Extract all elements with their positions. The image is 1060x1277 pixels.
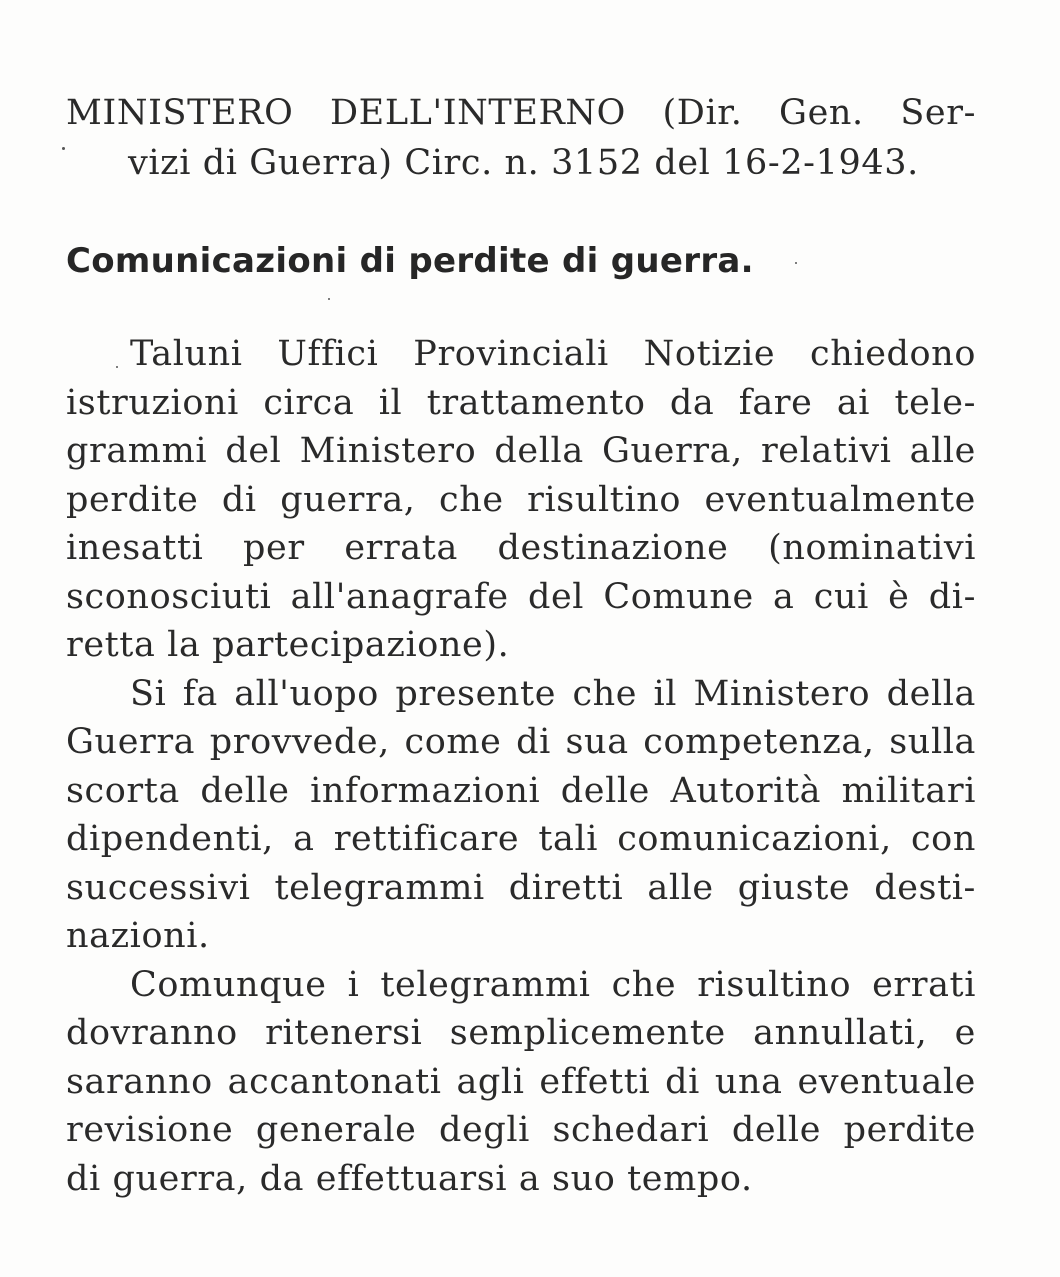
paragraph-line: saranno accantonati agli effetti di una eventuale xyxy=(66,1061,976,1102)
paragraph-line: Taluni Uffici Provinciali Notizie chiedono xyxy=(130,334,976,374)
paragraph-line: Si fa all'uopo presente che il Ministero della xyxy=(130,673,976,714)
paragraph-line: dovranno ritenersi semplicemente annullati, e xyxy=(66,1013,976,1053)
paragraph-line: scorta delle informazioni delle Autorità militari xyxy=(66,770,976,811)
scan-speck xyxy=(795,262,797,264)
paragraph-1 xyxy=(66,330,976,670)
paragraph-line: sconosciuti all'anagrafe del Comune a cui è di- xyxy=(66,576,976,617)
paragraph-line: grammi del Ministero della Guerra, relativi alle xyxy=(66,431,976,471)
circular-header xyxy=(66,88,976,188)
header-line-2: vizi di Guerra) Circ. n. 3152 del 16-2-1943. xyxy=(128,143,919,183)
paragraph-3 xyxy=(66,961,976,1204)
paragraph-line: revisione generale degli schedari delle perdite xyxy=(66,1110,976,1150)
paragraph-line: successivi telegrammi diretti alle giuste desti- xyxy=(66,867,976,908)
scan-speck xyxy=(328,298,330,300)
document-body xyxy=(66,330,976,1203)
scan-speck xyxy=(62,147,65,150)
paragraph-line: inesatti per errata destinazione (nominativi xyxy=(66,528,976,568)
scan-speck xyxy=(116,366,118,368)
paragraph-2 xyxy=(66,670,976,961)
header-line-1: MINISTERO DELL'INTERNO (Dir. Gen. Ser- xyxy=(66,93,976,133)
paragraph-line: perdite di guerra, che risultino eventualmente xyxy=(66,479,976,520)
paragraph-line: istruzioni circa il trattamento da fare ai tele- xyxy=(66,382,976,423)
document-title: Comunicazioni di perdite di guerra. xyxy=(66,241,754,281)
paragraph-line: nazioni. xyxy=(66,916,210,956)
paragraph-line: Guerra provvede, come di sua competenza, sulla xyxy=(66,722,976,762)
paragraph-line: retta la partecipazione). xyxy=(66,625,510,665)
paragraph-line: dipendenti, a rettificare tali comunicazioni, con xyxy=(66,819,976,859)
paragraph-line: Comunque i telegrammi che risultino errati xyxy=(130,964,976,1005)
paragraph-line: di guerra, da effettuarsi a suo tempo. xyxy=(66,1158,753,1199)
